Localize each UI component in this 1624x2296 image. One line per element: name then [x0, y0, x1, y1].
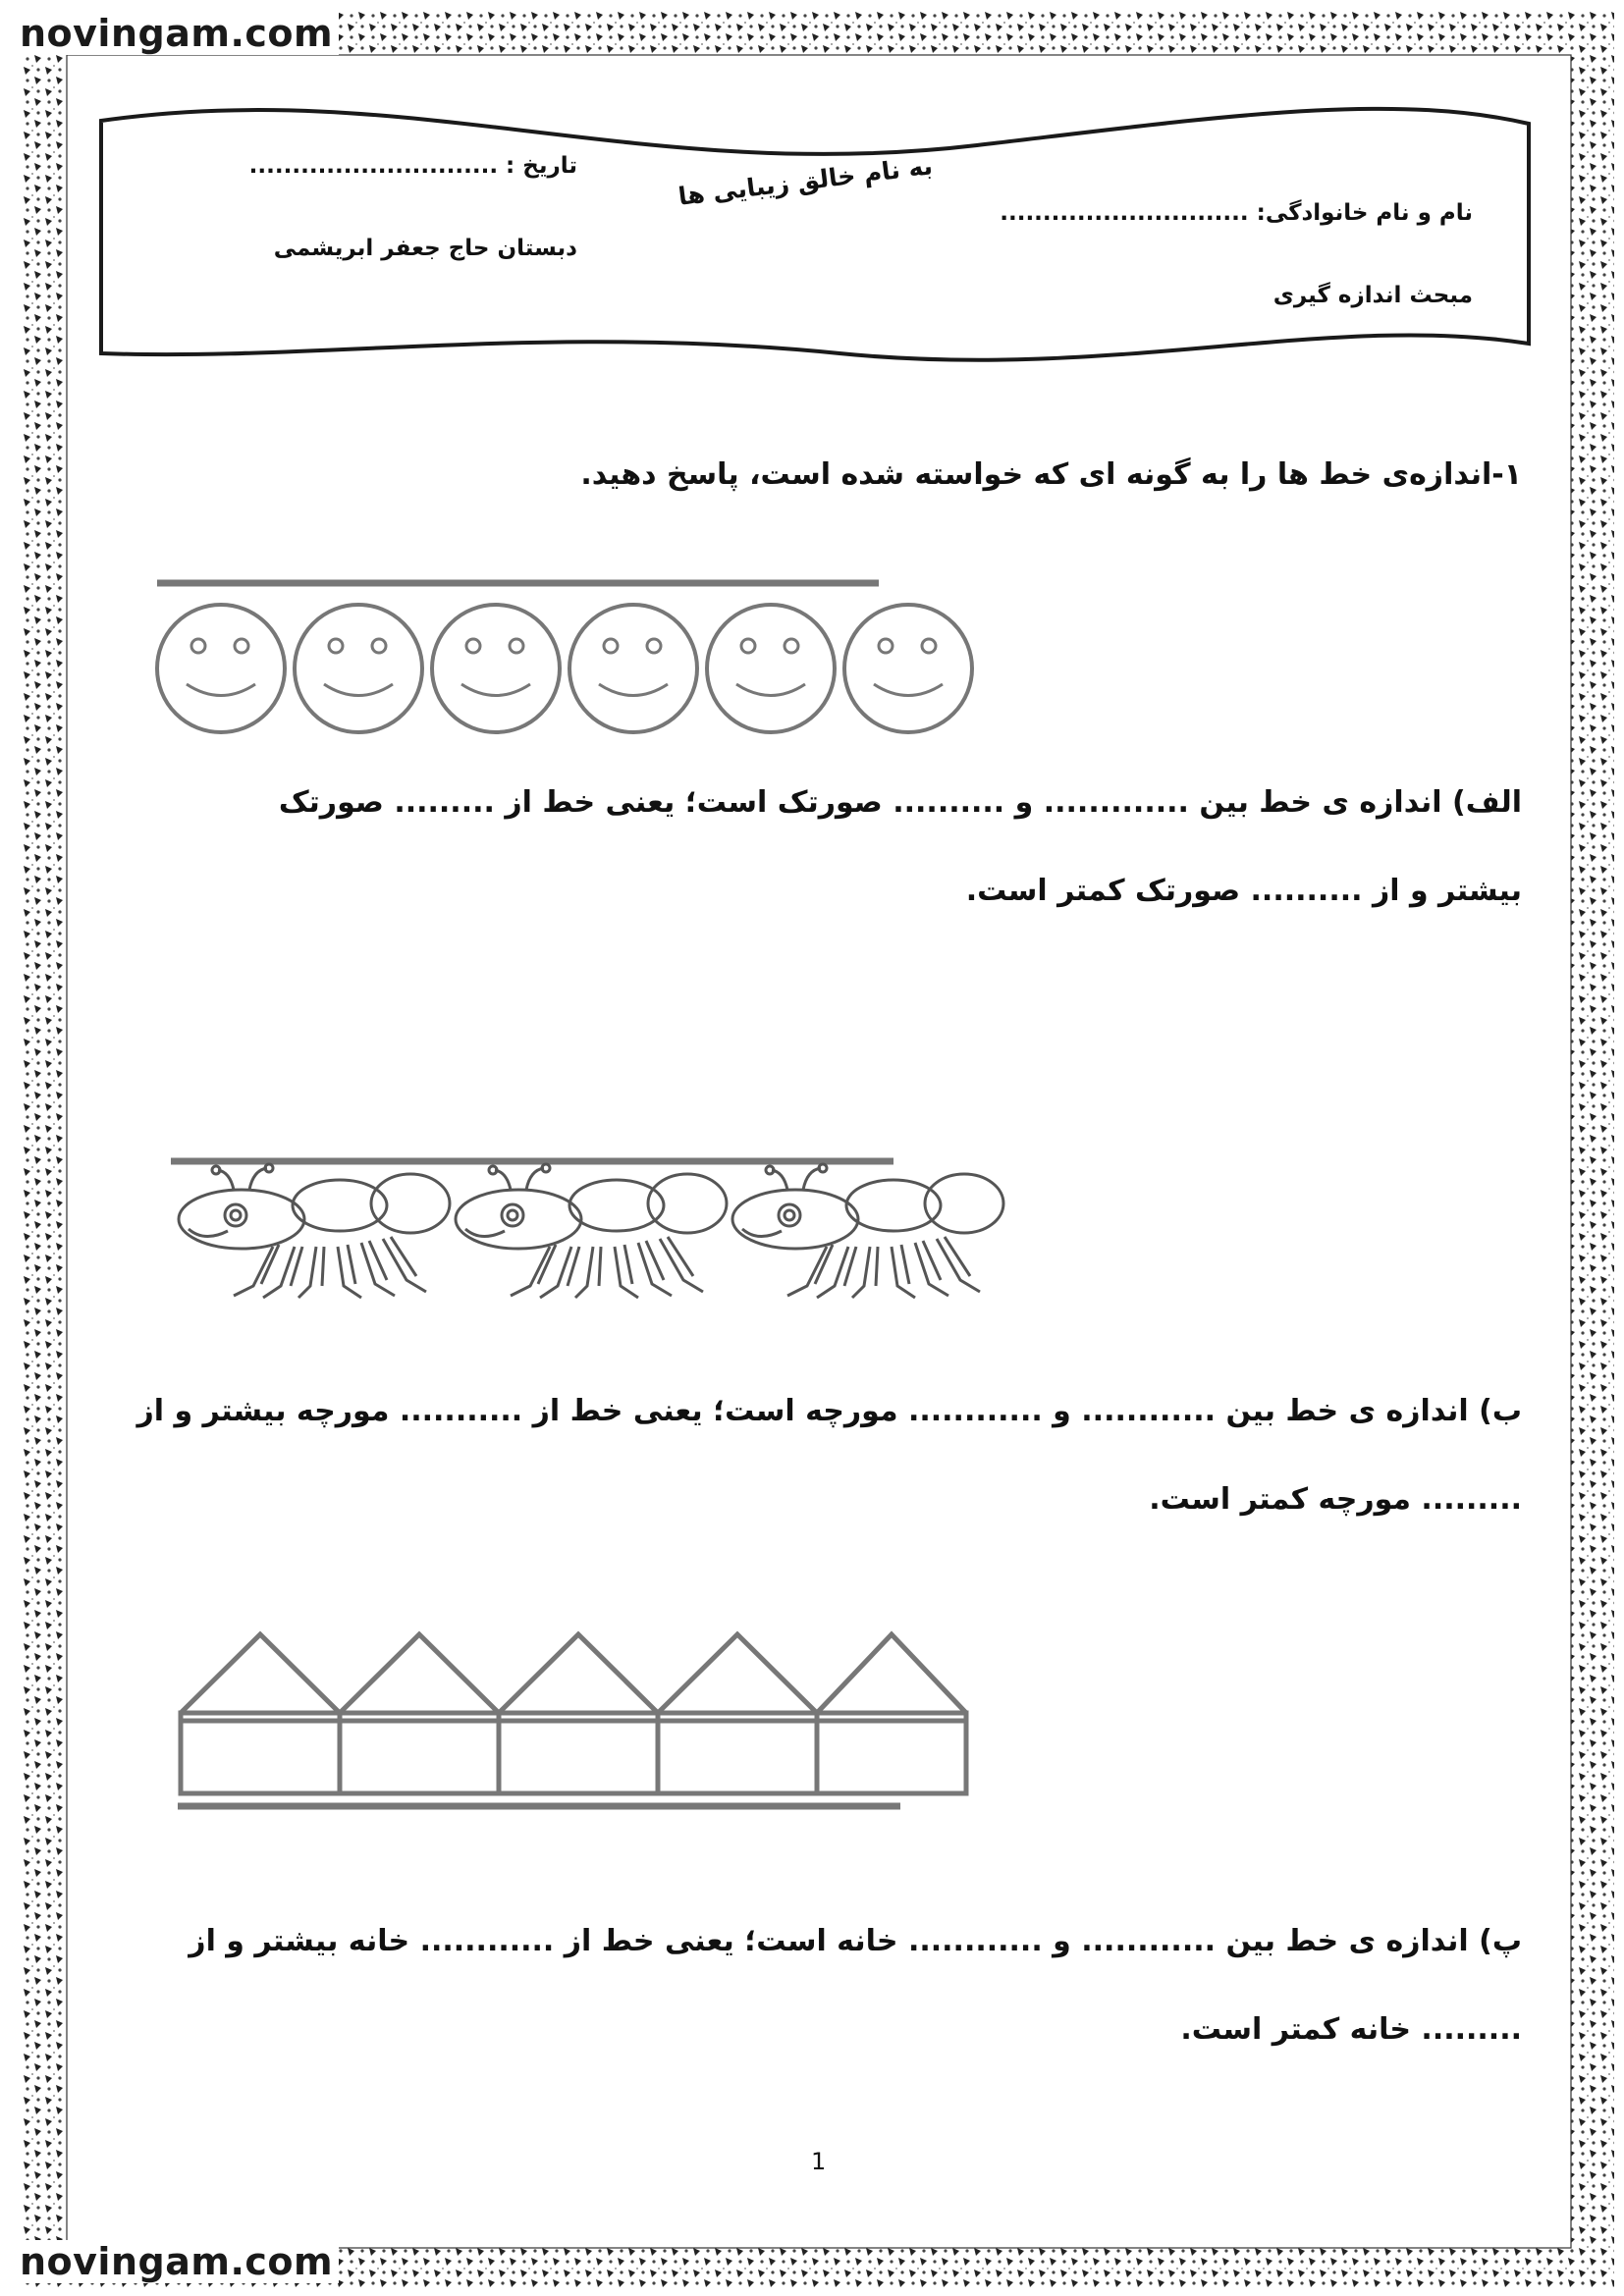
smiley-face	[157, 605, 285, 732]
topic-label: مبحث اندازه گیری	[1272, 283, 1473, 308]
header-banner	[93, 96, 1546, 371]
smiley-face	[844, 605, 972, 732]
student-name-field[interactable]: نام و نام خانوادگی: .............................	[1000, 200, 1473, 226]
part-c-line1: پ) اندازه ی خط بین ............ و ............ خانه است؛ یعنی خط از ............ خانه بیشتر و از	[189, 1924, 1522, 1958]
smiley-face	[569, 605, 697, 732]
school-name: دبستان حاج جعفر ابریشمی	[273, 236, 577, 261]
house	[817, 1713, 966, 1793]
houses-figure	[172, 1625, 977, 1821]
part-a-line1: الف) اندازه ی خط بین ............. و .......... صورتک است؛ یعنی خط از ......... صورتک	[278, 785, 1522, 820]
part-a-line2: بیشتر و از .......... صورتک کمتر است.	[965, 874, 1522, 908]
ants-figure	[165, 1148, 1019, 1315]
basmala-heading: به نام خالق زیبایی ها	[677, 151, 935, 211]
ant	[179, 1164, 450, 1298]
house	[499, 1713, 658, 1793]
smiley-face	[295, 605, 422, 732]
question-1-title: ۱-اندازه‌ی خط ها را به گونه ای که خواسته شده است، پاسخ دهید.	[580, 457, 1522, 492]
page-number: 1	[811, 2148, 827, 2175]
watermark-top: novingam.com	[14, 12, 339, 55]
date-field[interactable]: تاریخ : .............................	[248, 153, 577, 179]
house	[181, 1713, 340, 1793]
part-b-line2: ......... مورچه کمتر است.	[1149, 1482, 1522, 1517]
house	[658, 1713, 817, 1793]
part-c-line2: ......... خانه کمتر است.	[1180, 2012, 1522, 2047]
smiley-face	[707, 605, 835, 732]
watermark-bottom: novingam.com	[14, 2240, 339, 2283]
house	[340, 1713, 499, 1793]
part-b-line1: ب) اندازه ی خط بین ............ و ............ مورچه است؛ یعنی خط از ........... مورچه بیشتر و از	[136, 1394, 1522, 1428]
smiley-face	[432, 605, 560, 732]
smiley-faces-figure	[147, 569, 982, 736]
